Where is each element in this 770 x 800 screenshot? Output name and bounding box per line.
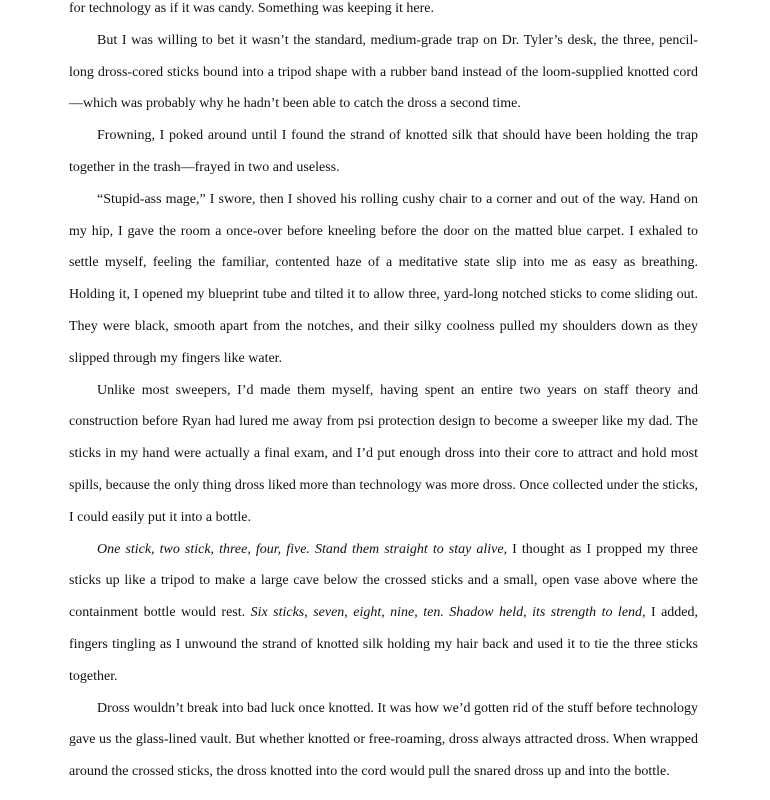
paragraph-6-text-2: I added, fingers tingling as I unwound the strand of knotted silk holding my hair back and used it to tie the three sticks together. bbox=[69, 605, 699, 684]
paragraph-3 bbox=[69, 120, 698, 184]
paragraph-6-rhyme-1: One stick, two stick, three, four, five. Stand them straight to stay alive, bbox=[97, 541, 508, 557]
paragraph-1 bbox=[69, 0, 698, 25]
paragraph-6-text-1: I thought as I propped my three sticks up like a tripod to make a large cave below the crossed sticks and a small, open vase above where the containment bottle would rest. bbox=[69, 541, 698, 621]
paragraph-6-rhyme-2: Six sticks, seven, eight, nine, ten. Shadow held, its strength to lend, bbox=[250, 605, 646, 621]
paragraph-5-text: Unlike most sweepers, I’d made them myself, having spent an entire two years on staff theory and construction before Ryan had lured me away from psi protection design to become a sweeper like my dad. The sticks in my hand were actually a final exam, and I’d put enough dross into their core to attract and hold most spills, because the only thing dross liked more than technology was more dross. Once collected under the sticks, I could easily put it into a bottle. bbox=[69, 382, 698, 525]
paragraph-7 bbox=[69, 693, 698, 788]
paragraph-4 bbox=[69, 184, 698, 375]
paragraph-2 bbox=[69, 25, 698, 120]
paragraph-7-text: Dross wouldn’t break into bad luck once knotted. It was how we’d gotten rid of the stuff before technology gave us the glass-lined vault. But whether knotted or free-roaming, dross always attracted dross. When wrapped around the crossed sticks, the dross knotted into the cord would pull the snared dross up and into the bottle. bbox=[69, 700, 698, 780]
paragraph-6 bbox=[69, 534, 698, 693]
paragraph-2-text: But I was willing to bet it wasn’t the standard, medium-grade trap on Dr. Tyler’s desk, the three, pencil-long dross-cored sticks bound into a tripod shape with a rubber band instead of the loom-supplied knotted cord—which was probably why he hadn’t been able to catch the dross a second time. bbox=[69, 32, 698, 112]
document-page bbox=[69, 0, 698, 788]
paragraph-1-text: for technology as if it was candy. Something was keeping it here. bbox=[69, 1, 434, 16]
paragraph-4-text: “Stupid-ass mage,” I swore, then I shoved his rolling cushy chair to a corner and out of the way. Hand on my hip, I gave the room a once-over before kneeling before the door on the matted blue carpet. I exhaled to settle myself, feeling the familiar, contented haze of a meditative state slip into me as easy as breathing. Holding it, I opened my blueprint tube and tilted it to allow three, yard-long notched sticks to come sliding out. They were black, smooth apart from the notches, and their silky coolness pulled my shoulders down as they slipped through my fingers like water. bbox=[69, 191, 698, 366]
paragraph-5 bbox=[69, 375, 698, 534]
paragraph-3-text: Frowning, I poked around until I found the strand of knotted silk that should have been holding the trap together in the trash—frayed in two and useless. bbox=[69, 128, 698, 175]
